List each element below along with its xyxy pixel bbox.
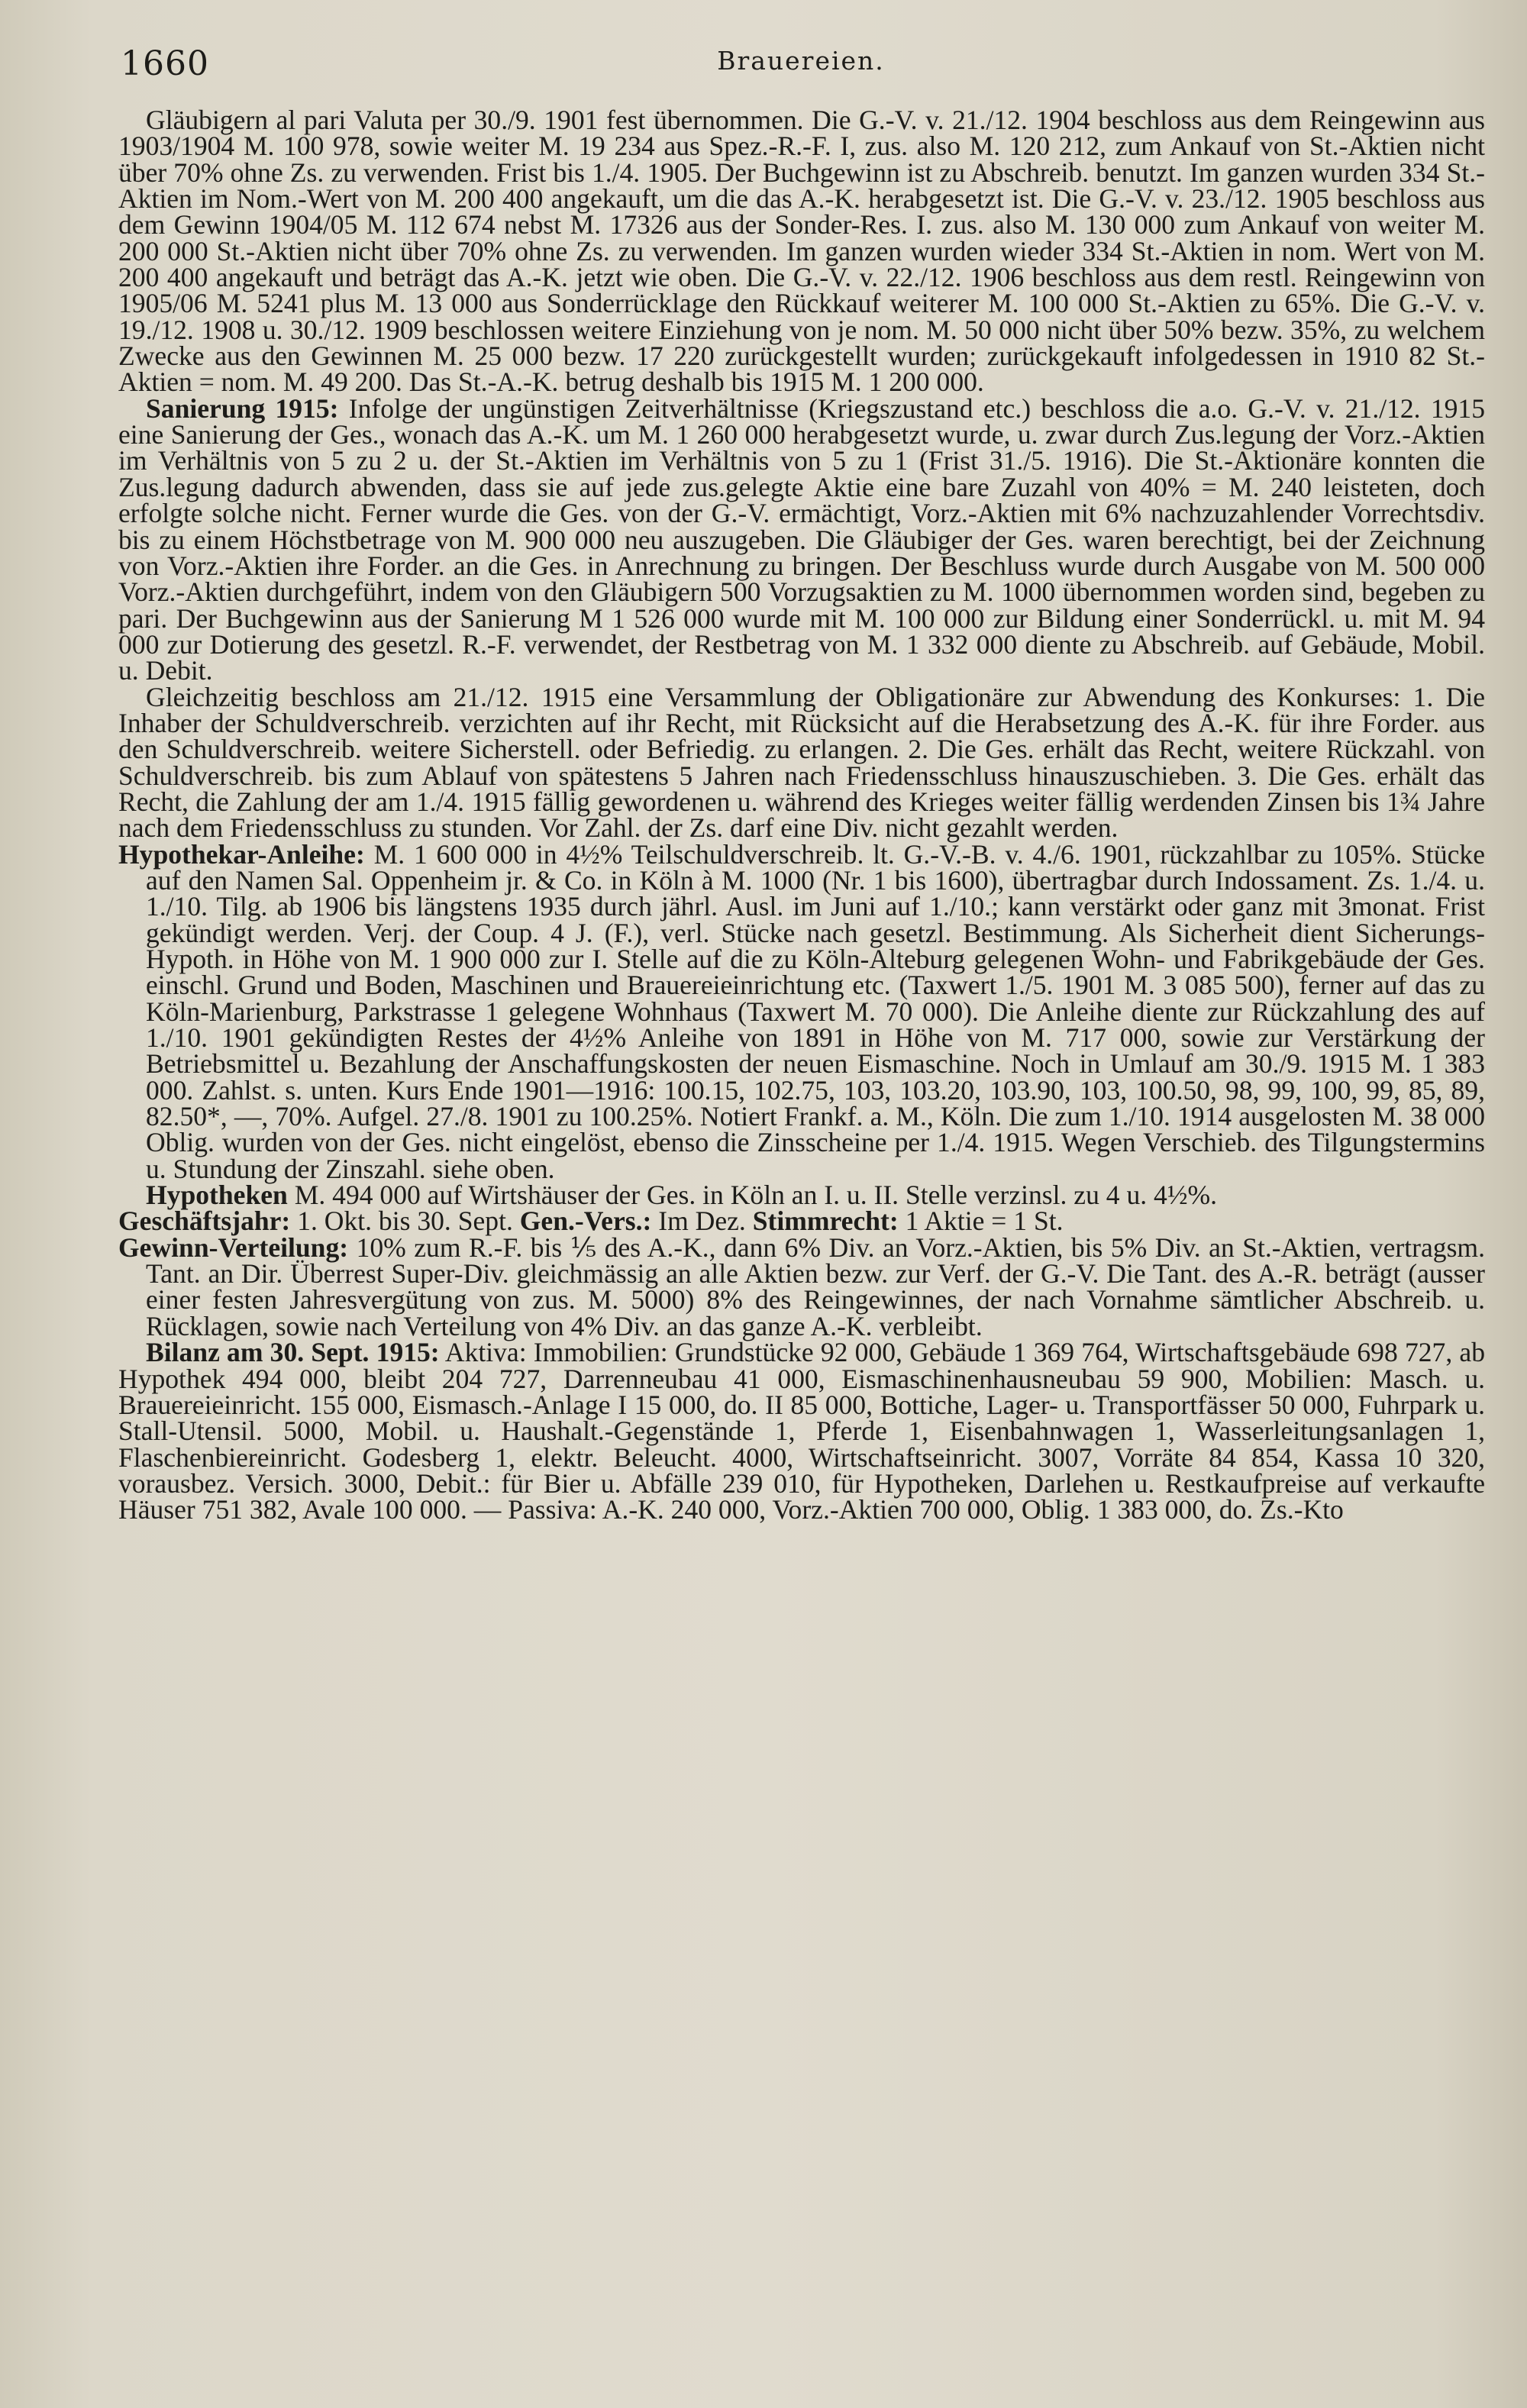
paragraph-hypothekar-anleihe (118, 838, 1485, 1184)
section-heading: Gen.-Vers.: (519, 1206, 652, 1237)
paragraph-text: Gläubigern al pari Valuta per 30./9. 1901 fest übernommen. Die G.-V. v. 21./12. 1904 beschloss aus dem Reingewinn aus 1903/1904 M. 100 978, sowie weiter M. 19 234 aus Spez.-R.-F. I, zus. also M. 120 212, zum Ankauf von St.-Aktien nicht über 70% ohne Zs. zu verwenden. Frist bis 1./4. 1905. Der Buchgewinn ist zu Abschreib. benutzt. Im ganzen wurden 334 St.-Aktien im Nom.-Wert von M. 200 400 angekauft, um die das A.-K. herabgesetzt ist. Die G.-V. v. 23./12. 1905 beschloss aus dem Gewinn 1904/05 M. 112 674 nebst M. 17326 aus der Sonder-Res. I. zus. also M. 130 000 zum Ankauf von weiter M. 200 000 St.-Aktien nicht über 70% ohne Zs. zu verwenden. Im ganzen wurden wieder 334 St.-Aktien in nom. Wert von M. 200 400 angekauft und beträgt das A.-K. jetzt wie oben. Die G.-V. v. 22./12. 1906 beschloss aus dem restl. Reingewinn von 1905/06 M. 5241 plus M. 13 000 aus Sonderrücklage den Rückkauf weiterer M. 100 000 St.-Aktien zu 65%. Die G.-V. v. 19./12. 1908 u. 30./12. 1909 beschlossen weitere Einziehung von je nom. M. 50 000 nicht über 50% bezw. 35%, zu welchem Zwecke aus den Gewinnen M. 25 000 bezw. 17 220 zurückgestellt wurden; zurückgekauft infolgedessen in 1910 82 St.-Aktien = nom. M. 49 200. Das St.-A.-K. betrug deshalb bis 1915 M. 1 200 000. (118, 105, 1485, 398)
paragraph-text: Infolge der ungünstigen Zeitverhältnisse (Kriegszustand etc.) beschloss die a.o. G.-V. v. 21./12. 1915 eine Sanierung der Ges., wonach das A.-K. um M. 1 260 000 herabgesetzt wurde, u. zwar durch Zus.legung der Vorz.-Aktien im Verhältnis von 5 zu 2 u. der St.-Aktien im Verhältnis von 5 zu 1 (Frist 31./5. 1916). Die St.-Aktionäre konnten die Zus.legung dadurch abwenden, dass sie auf jede zus.gelegte Aktie eine bare Zuzahl von 40% = M. 240 leisteten, doch erfolgte solche nicht. Ferner wurde die Ges. von der G.-V. ermächtigt, Vorz.-Aktien mit 6% nachzuzahlender Vorrechtsdiv. bis zu einem Höchstbetrage von M. 900 000 neu auszugeben. Die Gläubiger der Ges. waren berechtigt, bei der Zeichnung von Vorz.-Aktien ihre Forder. an die Ges. in Anrechnung zu bringen. Der Beschluss wurde durch Ausgabe von M. 500 000 Vorz.-Aktien durchgeführt, indem von den Gläubigern 500 Vorzugsaktien zu M. 1000 übernommen worden sind, begeben zu pari. Der Buchgewinn aus der Sanierung M 1 526 000 wurde mit M. 100 000 zur Bildung einer Sonderrückl. u. mit M. 94 000 zur Dotierung des gesetzl. R.-F. verwendet, der Restbetrag von M. 1 332 000 diente zu Abschreib. auf Gebäude, Mobil. u. Debit. (118, 392, 1486, 686)
paragraph-share-buyback (118, 105, 1485, 398)
paragraph-text: Aktiva: Immobilien: Grundstücke 92 000, Gebäude 1 369 764, Wirtschaftsgebäude 698 727, ab Hypothek 494 000, bleibt 204 727, Darrenneubau 41 000, Eismaschinenhausneubau 59 900, Mobilien: Masch. u. Brauereieinricht. 155 000, Eismasch.-Anlage I 15 000, do. II 85 000, Bottiche, Lager- u. Transportfässer 50 000, Fuhrpark u. Stall-Utensil. 5000, Mobil. u. Haushalt.-Gegenstände 1, Pferde 1, Eisenbahnwagen 1, Wasserleitungsanlagen 1, Flaschenbiereinricht. Godesberg 1, elektr. Beleucht. 4000, Wirtschaftseinricht. 3007, Vorräte 84 854, Kassa 10 320, vorausbez. Versich. 3000, Debit.: für Bier u. Abfälle 239 010, für Hypotheken, Darlehen u. Restkaufpreise auf verkaufte Häuser 751 382, Avale 100 000. — Passiva: A.-K. 240 000, Vorz.-Aktien 700 000, Oblig. 1 383 000, do. Zs.-Kto (118, 1337, 1485, 1525)
section-heading: Bilanz am 30. Sept. 1915: (146, 1337, 440, 1368)
paragraph-text: 1 Aktie = 1 St. (898, 1206, 1064, 1237)
paragraph-text: Im Dez. (651, 1206, 753, 1237)
paragraph-obligationaere (118, 681, 1485, 844)
paragraph-text: 1. Okt. bis 30. Sept. (290, 1206, 520, 1237)
section-heading: Geschäftsjahr: (118, 1206, 291, 1237)
paragraph-text: Gleichzeitig beschloss am 21./12. 1915 eine Versammlung der Obligationäre zur Abwendung des Konkurses: 1. Die Inhaber der Schuldverschreib. verzichten auf ihr Recht, mit Rücksicht auf die Herabsetzung des A.-K. für ihre Forder. aus den Schuldverschreib. weitere Sicherstell. oder Befriedig. zu erlangen. 2. Die Ges. erhält das Recht, weitere Rückzahl. von Schuldverschreib. bis zum Ablauf von spätestens 5 Jahren nach Friedensschluss hinauszuschieben. 3. Die Ges. erhält das Recht, die Zahlung der am 1./4. 1915 fällig gewordenen u. während des Krieges weiter fällig werdenden Zinsen bis 1¾ Jahre nach dem Friedensschluss zu stunden. Vor Zahl. der Zs. darf eine Div. nicht gezahlt werden. (118, 681, 1485, 844)
paragraph-sanierung (118, 392, 1486, 686)
page-number: 1660 (121, 44, 209, 83)
paragraph-text: 10% zum R.-F. bis ⅕ des A.-K., dann 6% Div. an Vorz.-Aktien, bis 5% Div. an St.-Aktien, vertragsm. Tant. an Dir. Überrest Super-Div. gleichmässig an alle Aktien bezw. zur Verf. der G.-V. Die Tant. des A.-R. beträgt (ausser einer festen Jahresvergütung von zus. M. 5000) 8% des Reingewinnes, der nach Vornahme sämtlicher Abschreib. u. Rücklagen, sowie nach Verteilung von 4% Div. an das ganze A.-K. verbleibt. (146, 1231, 1485, 1341)
paragraph-bilanz (118, 1337, 1485, 1525)
page-header (121, 44, 1481, 82)
paragraph-gewinn-verteilung (118, 1231, 1485, 1341)
running-title: Brauereien. (717, 46, 885, 76)
article-body (118, 107, 1485, 1523)
section-heading: Sanierung 1915: (146, 392, 339, 424)
paragraph-hypotheken (118, 1180, 1485, 1211)
section-heading: Hypotheken (146, 1180, 288, 1211)
section-heading: Stimmrecht: (752, 1206, 899, 1237)
section-heading: Gewinn-Verteilung: (118, 1231, 349, 1263)
section-heading: Hypothekar-Anleihe: (118, 838, 365, 870)
paragraph-text: M. 494 000 auf Wirtshäuser der Ges. in Köln an I. u. II. Stelle verzinsl. zu 4 u. 4½%. (287, 1180, 1218, 1211)
paragraph-text: M. 1 600 000 in 4½% Teilschuldverschreib. lt. G.-V.-B. v. 4./6. 1901, rückzahlbar zu 105%. Stücke auf den Namen Sal. Oppenheim jr. & Co. in Köln à M. 1000 (Nr. 1 bis 1600), übertragbar durch Indossament. Zs. 1./4. u. 1./10. Tilg. ab 1906 bis längstens 1935 durch jährl. Ausl. im Juni auf 1./10.; kann verstärkt oder ganz mit 3monat. Frist gekündigt werden. Verj. der Coup. 4 J. (F.), verl. Stücke nach gesetzl. Bestimmung. Als Sicherheit dient Sicherungs-Hypoth. in Höhe von M. 1 900 000 zur I. Stelle auf die zu Köln-Alteburg gelegenen Wohn- und Fabrikgebäude der Ges. einschl. Grund und Boden, Maschinen und Brauereieinrichtung etc. (Taxwert 1./5. 1901 M. 3 085 500), ferner auf das zu Köln-Marienburg, Parkstrasse 1 gelegene Wohnhaus (Taxwert M. 70 000). Die Anleihe diente zur Rückzahlung des auf 1./10. 1901 gekündigten Restes der 4½% Anleihe von 1891 in Höhe von M. 717 000, sowie zur Verstärkung der Betriebsmittel u. Bezahlung der Anschaffungskosten der neuen Eismaschine. Noch in Umlauf am 30./9. 1915 M. 1 383 000. Zahlst. s. unten. Kurs Ende 1901—1916: 100.15, 102.75, 103, 103.20, 103.90, 103, 100.50, 98, 99, 100, 99, 85, 89, 82.50*, —, 70%. Aufgel. 27./8. 1901 zu 100.25%. Notiert Frankf. a. M., Köln. Die zum 1./10. 1914 ausgelosten M. 38 000 Oblig. wurden von der Ges. nicht eingelöst, ebenso die Zinsscheine per 1./4. 1915. Wegen Verschieb. des Tilgungstermins u. Stundung der Zinszahl. siehe oben. (146, 838, 1485, 1184)
paragraph-geschaeftsjahr (118, 1206, 1485, 1237)
